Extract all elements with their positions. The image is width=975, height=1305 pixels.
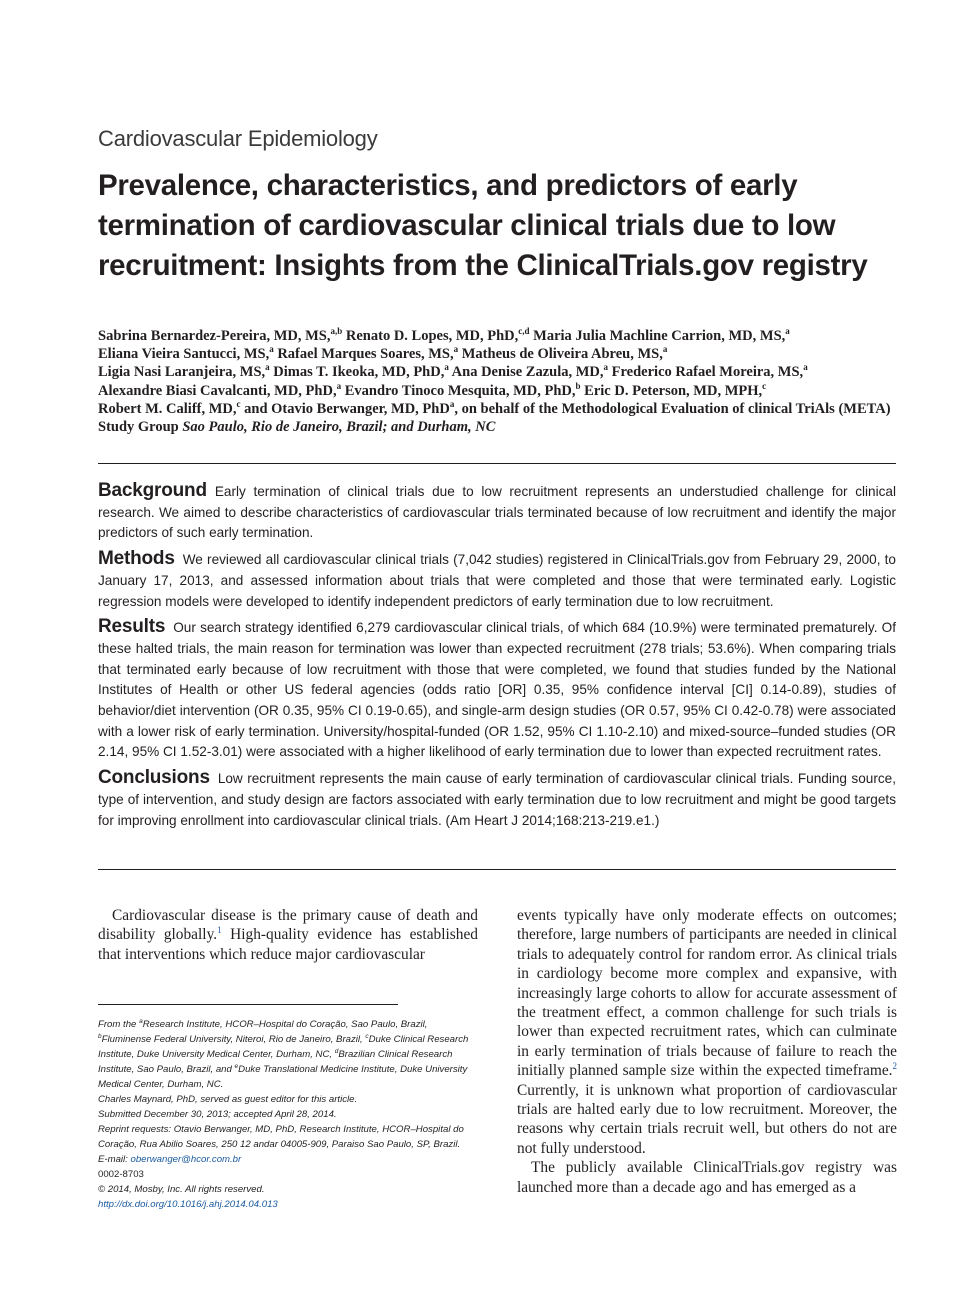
abstract-text: Our search strategy identified 6,279 cardiovascular clinical trials, of which 684 (10.9%) were terminated prematurely. Of these halted trials, the main reason for termination was lower than expected recruitment (278 trials; 53.6%). When comparing trials that terminated early because of low recruitment with those that were completed, we found that studies funded by the National Institutes of Health or other US federal agencies (odds ratio [OR] 0.35, 95% confidence interval [CI] 0.14-0.89), studies of behavior/diet intervention (OR 0.35, 95% CI 0.19-0.65), and single-arm design studies (OR 0.57, 95% CI 0.42-0.78) were associated with a lower risk of early termination. University/hospital-funded (OR 1.52, 95% CI 1.10-2.10) and mixed-source–funded studies (OR 2.14, 95% CI 1.52-3.01) were associated with a higher likelihood of early termination due to lower than expected recruitment rates. bbox=[98, 620, 896, 760]
body-paragraph: The publicly available ClinicalTrials.gov registry was launched more than a decade ago and has emerged as a bbox=[517, 1159, 897, 1196]
body-column-right bbox=[517, 906, 897, 1197]
footnote-text: Duke Translational Medicine Institute, Duke University Medical Center, Durham, NC. bbox=[98, 1064, 468, 1090]
affiliation-mark: a bbox=[336, 380, 342, 391]
author: Dimas T. Ikeoka, MD, PhD, bbox=[273, 364, 445, 381]
abstract-heading: Results bbox=[98, 616, 166, 638]
footnote-text: Duke Clinical Research Institute, Duke University Medical Center, Durham, NC, bbox=[98, 1034, 469, 1060]
affiliation-mark: a bbox=[785, 326, 790, 337]
affiliation-mark: a bbox=[453, 344, 459, 355]
affiliation-mark: c,d bbox=[518, 326, 530, 337]
author: Eric D. Peterson, MD, MPH, bbox=[584, 382, 763, 399]
abstract-top-divider bbox=[98, 463, 896, 464]
affiliation-mark: a bbox=[139, 1017, 143, 1025]
author: Maria Julia Machline Carrion, MD, MS, bbox=[533, 328, 786, 344]
author: Matheus de Oliveira Abreu, MS, bbox=[461, 346, 663, 363]
affiliation-mark: c bbox=[762, 380, 767, 391]
body-column-left bbox=[98, 906, 478, 964]
body-paragraph bbox=[517, 906, 897, 1158]
abstract-heading: Methods bbox=[98, 548, 175, 570]
author: Frederico Rafael Moreira, MS, bbox=[611, 364, 804, 381]
footnote-text: From the bbox=[98, 1019, 140, 1030]
abstract-text: Low recruitment represents the main cause of early termination of cardiovascular clinical trials. Funding source, type of intervention, and study design are factors associated with early termination due to low recruitment and might be good targets for improving enrollment into cardiovascular clinical trials. (Am Heart J 2014;168:213-219.e1.) bbox=[98, 771, 896, 828]
affiliations bbox=[98, 1017, 478, 1092]
footnote-text: Research Institute, HCOR–Hospital do Coração, Sao Paulo, Brazil, bbox=[142, 1019, 428, 1030]
author-list bbox=[98, 327, 898, 436]
affiliation-mark: a bbox=[265, 362, 270, 373]
issn: 0002-8703 bbox=[98, 1169, 144, 1180]
abstract-results bbox=[98, 617, 896, 763]
affiliation-mark: a bbox=[269, 344, 274, 355]
author: Ana Denise Zazula, MD, bbox=[451, 364, 604, 381]
author: Robert M. Califf, MD, bbox=[98, 400, 237, 417]
abstract-background bbox=[98, 481, 896, 544]
section-label: Cardiovascular Epidemiology bbox=[98, 126, 378, 151]
affiliation-mark: a bbox=[662, 344, 668, 355]
abstract-conclusions bbox=[98, 768, 896, 831]
affiliation-mark: a bbox=[603, 362, 609, 373]
abstract-text: We reviewed all cardiovascular clinical trials (7,042 studies) registered in ClinicalTrials.gov from February 29, 2000, to January 17, 2013, and assessed information about trials that were completed and those that were terminated early. Logistic regression models were developed to identify independent predictors of early termination due to low recruitment. bbox=[98, 552, 896, 609]
affiliation-mark: c bbox=[236, 398, 241, 409]
body-text: Cardiovascular disease is the primary cause of death and disability globally. bbox=[98, 907, 478, 944]
footnote-text: Fluminense Federal University, Niteroi, Rio de Janeiro, Brazil, bbox=[101, 1034, 366, 1045]
reference-link[interactable]: 1 bbox=[217, 925, 222, 936]
affiliation-mark: a bbox=[803, 362, 808, 373]
affiliation-mark: b bbox=[98, 1032, 102, 1040]
body-text: events typically have only moderate effects on outcomes; therefore, large numbers of participants are needed in clinical trials to adequately control for random error. As clinical trials in cardiology become more complex and expansive, with increasingly large cohorts to allow for accurate assessment of the treatment effect, a common challenge for such trials is lower than expected recruitment rates, which can culminate in early termination of trials because of failure to reach the initially planned sample size within the expected timeframe. bbox=[517, 907, 897, 1080]
affiliation-mark: a bbox=[449, 398, 455, 409]
email-line bbox=[98, 1152, 478, 1167]
abstract bbox=[98, 481, 896, 836]
author: Ligia Nasi Laranjeira, MS, bbox=[98, 364, 266, 381]
body-text: High-quality evidence has established that interventions which reduce major cardiovascular bbox=[98, 926, 478, 963]
email-link[interactable]: oberwanger@hcor.com.br bbox=[130, 1154, 242, 1165]
copyright: © 2014, Mosby, Inc. All rights reserved. bbox=[98, 1184, 265, 1195]
footnotes bbox=[98, 1017, 478, 1212]
affiliation-mark: d bbox=[334, 1047, 339, 1055]
affiliation-mark: a bbox=[444, 362, 449, 373]
article-title: Prevalence, characteristics, and predictors of early termination of cardiovascular clinical trials due to low recruitment: Insights from the ClinicalTrials.gov registry bbox=[98, 169, 868, 282]
body-paragraph bbox=[98, 906, 478, 964]
author: Rafael Marques Soares, MS, bbox=[277, 346, 454, 363]
author: Sabrina Bernardez-Pereira, MD, MS, bbox=[98, 328, 331, 344]
reference-link[interactable]: 2 bbox=[892, 1061, 897, 1072]
body-text: Currently, it is unknown what proportion of cardiovascular trials are halted early due to low recruitment. Moreover, the reasons why certain trials recruit well, but others do not are not fully understood. bbox=[517, 1081, 897, 1157]
affiliation-mark: e bbox=[234, 1062, 239, 1070]
footnote-divider bbox=[98, 1004, 398, 1005]
affiliation-mark: a,b bbox=[330, 326, 343, 337]
doi-link[interactable]: http://dx.doi.org/10.1016/j.ahj.2014.04.013 bbox=[98, 1199, 278, 1210]
submission-dates: Submitted December 30, 2013; accepted April 28, 2014. bbox=[98, 1109, 337, 1120]
reprint-requests: Reprint requests: Otavio Berwanger, MD, PhD, Research Institute, HCOR–Hospital do Coração, Rua Abilio Soares, 250 12 andar 04005-909, Paraiso Sao Paulo, SP, Brazil. bbox=[98, 1124, 464, 1150]
author: and Otavio Berwanger, MD, PhD bbox=[244, 400, 450, 417]
abstract-text: Early termination of clinical trials due to low recruitment represents an understudied challenge for clinical research. We aimed to describe characteristics of cardiovascular trials terminated because of low recruitment and identify the major predictors of such early termination. bbox=[98, 484, 896, 541]
affiliation-mark: b bbox=[575, 380, 581, 391]
author: Evandro Tinoco Mesquita, MD, PhD, bbox=[344, 382, 576, 399]
guest-editor-note: Charles Maynard, PhD, served as guest editor for this article. bbox=[98, 1094, 358, 1105]
abstract-methods bbox=[98, 549, 896, 612]
author: Eliana Vieira Santucci, MS, bbox=[98, 346, 270, 363]
footnote-text: Brazilian Clinical Research Institute, Sao Paulo, Brazil, and bbox=[98, 1049, 453, 1075]
affiliation-mark: c bbox=[365, 1032, 369, 1040]
study-group: , on behalf of the Methodological Evaluation of clinical TriAls (META) Study Group bbox=[98, 400, 891, 436]
abstract-heading: Conclusions bbox=[98, 767, 210, 789]
email-label: E-mail: bbox=[98, 1154, 131, 1165]
abstract-bottom-divider bbox=[98, 869, 896, 870]
author-location: Sao Paulo, Rio de Janeiro, Brazil; and Durham, NC bbox=[182, 419, 496, 436]
author: Renato D. Lopes, MD, PhD, bbox=[345, 328, 519, 344]
author: Alexandre Biasi Cavalcanti, MD, PhD, bbox=[98, 382, 337, 399]
abstract-heading: Background bbox=[98, 480, 207, 501]
